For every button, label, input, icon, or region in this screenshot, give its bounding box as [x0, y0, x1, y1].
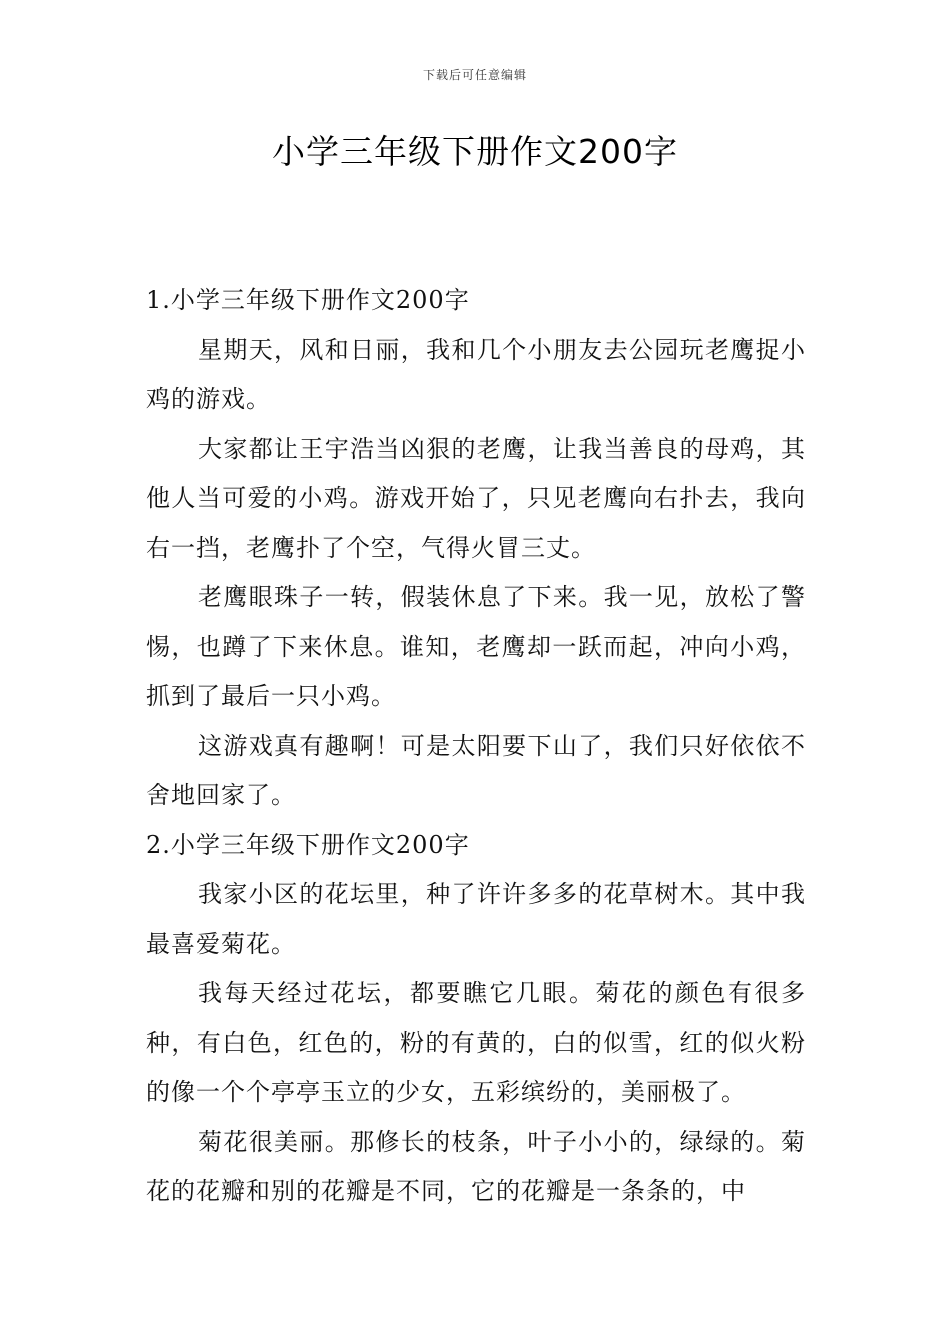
paragraph: 我家小区的花坛里，种了许许多多的花草树木。其中我最喜爱菊花。	[146, 880, 806, 958]
paragraph: 星期天，风和日丽，我和几个小朋友去公园玩老鹰捉小鸡的游戏。	[146, 335, 806, 413]
paragraph: 老鹰眼珠子一转，假装休息了下来。我一见，放松了警惕，也蹲了下来休息。谁知，老鹰却一跃而起，冲向小鸡，抓到了最后一只小鸡。	[146, 583, 806, 710]
paragraph: 这游戏真有趣啊！可是太阳要下山了，我们只好依依不舍地回家了。	[146, 731, 806, 809]
document-body	[146, 276, 806, 1217]
section-heading-2: 2.小学三年级下册作文200字	[146, 830, 470, 859]
paragraph: 我每天经过花坛，都要瞧它几眼。菊花的颜色有很多种，有白色，红色的，粉的有黄的，白的似雪，红的似火粉的像一个个亭亭玉立的少女，五彩缤纷的，美丽极了。	[146, 979, 806, 1106]
paragraph: 大家都让王宇浩当凶狠的老鹰，让我当善良的母鸡，其他人当可爱的小鸡。游戏开始了，只见老鹰向右扑去，我向右一挡，老鹰扑了个空，气得火冒三丈。	[146, 434, 806, 562]
document-title: 小学三年级下册作文200字	[272, 132, 678, 171]
section-heading-1: 1.小学三年级下册作文200字	[146, 286, 470, 314]
paragraph: 菊花很美丽。那修长的枝条，叶子小小的，绿绿的。菊花的花瓣和别的花瓣是不同，它的花瓣是一条条的，中	[146, 1127, 806, 1205]
page-header-note: 下载后可任意编辑	[422, 68, 527, 82]
